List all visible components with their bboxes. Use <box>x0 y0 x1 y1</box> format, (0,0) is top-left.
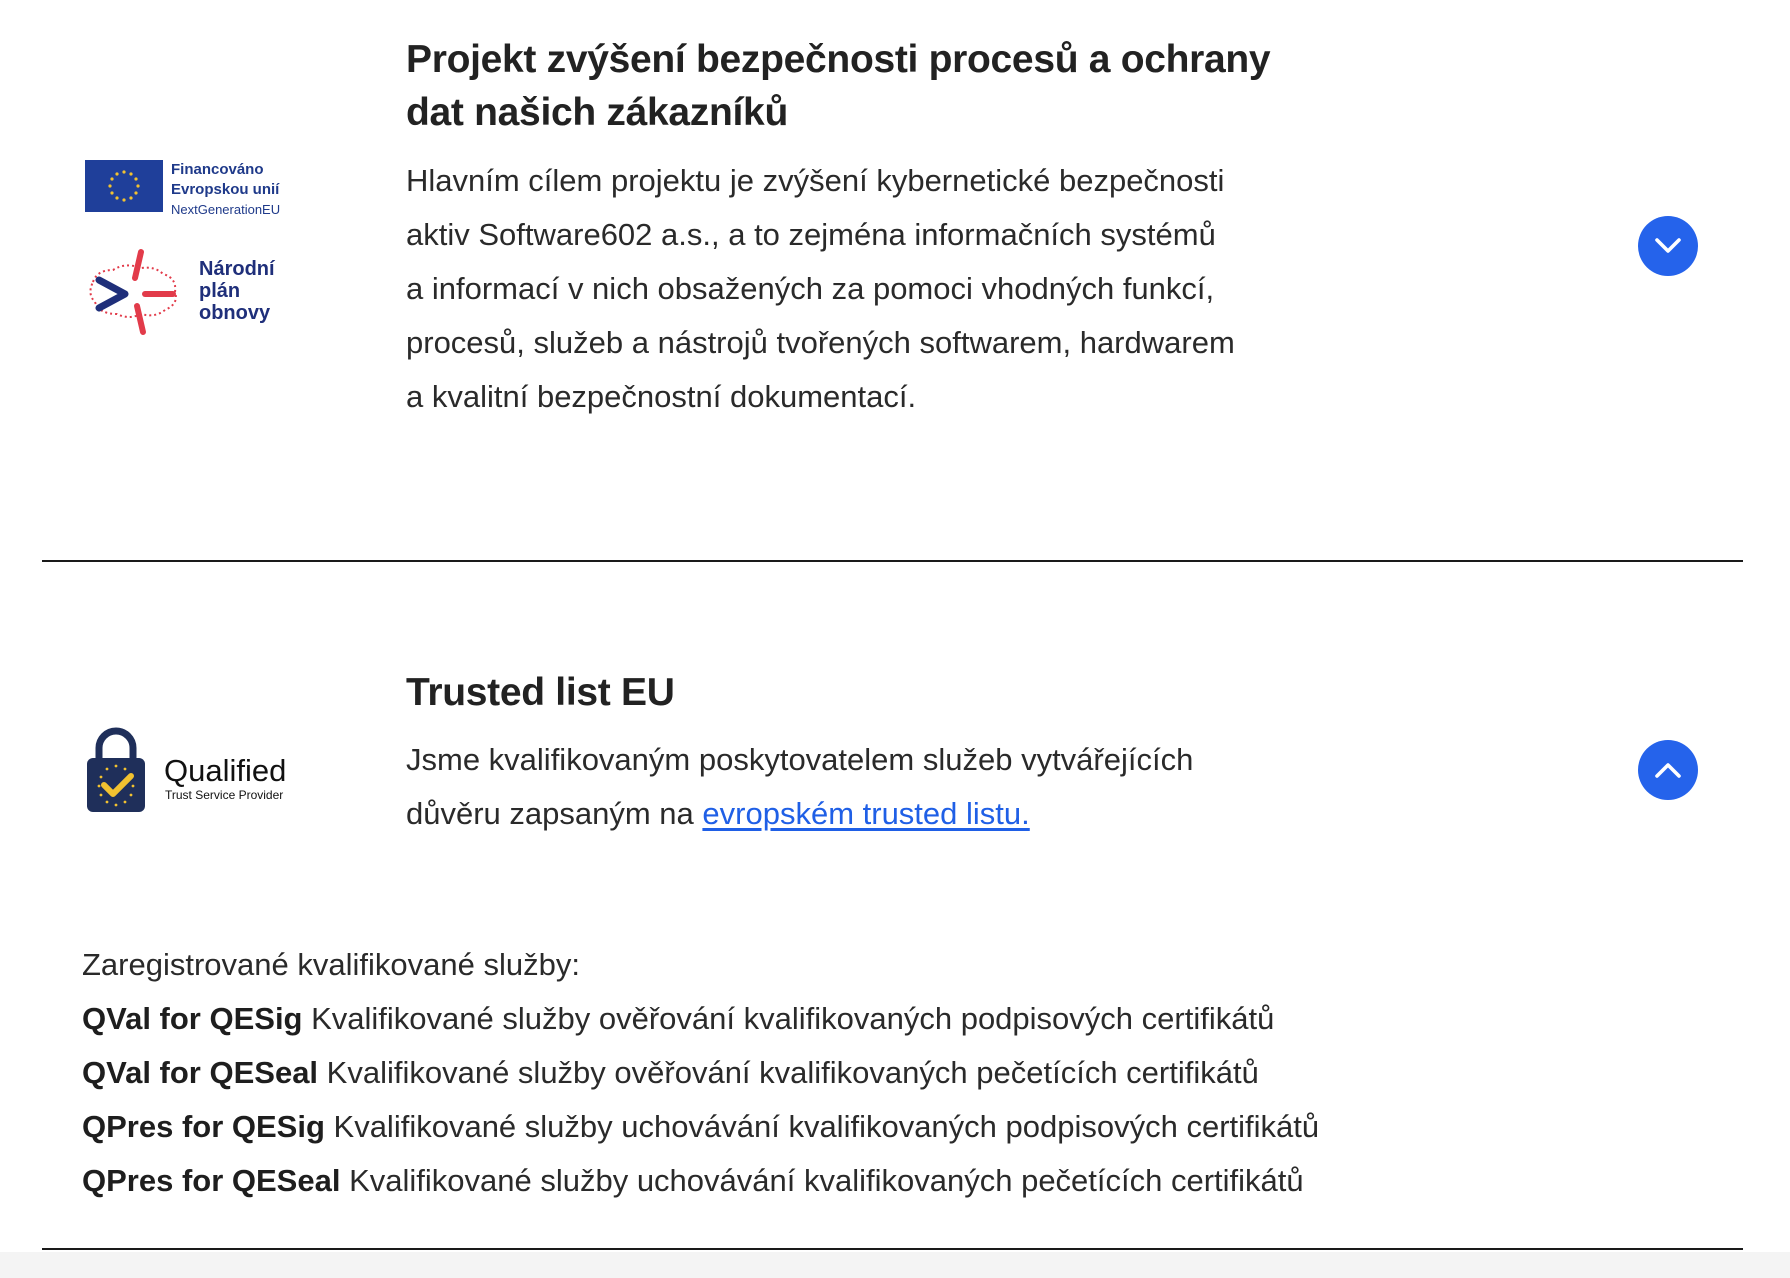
eu-logo-line3: NextGenerationEU <box>171 202 281 217</box>
service-code: QVal for QESeal <box>82 1055 319 1090</box>
trusted-list-content <box>406 666 1306 841</box>
npo-emblem-icon <box>85 248 183 336</box>
services-heading: Zaregistrované kvalifikované služby: <box>82 947 580 982</box>
chevron-up-icon <box>1654 761 1682 779</box>
service-code: QPres for QESig <box>82 1109 325 1144</box>
npo-logo-line3: obnovy <box>199 302 271 324</box>
npo-logo-text <box>199 258 275 324</box>
eu-logo-line2: Evropskou unií <box>171 181 280 198</box>
service-code: QPres for QESeal <box>82 1163 341 1198</box>
service-text: Kvalifikované služby uchovávání kvalifikovaných podpisových certifikátů <box>324 1109 1320 1144</box>
project-content <box>406 33 1306 424</box>
project-title <box>406 33 1306 139</box>
trusted-list-collapse-button[interactable] <box>1638 740 1698 800</box>
npo-logo-line1: Národní <box>199 258 275 280</box>
qualified-logo-main: Qualified <box>164 753 287 788</box>
eu-flag-icon <box>85 160 163 212</box>
service-item <box>82 1046 1582 1100</box>
trusted-desc-prefix: důvěru zapsaným na <box>406 796 703 831</box>
service-item <box>82 1100 1582 1154</box>
npo-logo-line2: plán <box>199 280 241 302</box>
trusted-list-title: Trusted list EU <box>406 671 675 714</box>
qualified-tsp-logo <box>85 726 305 816</box>
project-section <box>0 0 1790 560</box>
project-title-line1: Projekt zvýšení bezpečnosti procesů a ochrany <box>406 38 1271 81</box>
padlock-icon <box>85 726 147 814</box>
qualified-logo-sub: Trust Service Provider <box>165 788 284 802</box>
service-text: Kvalifikované služby uchovávání kvalifikovaných pečetících certifikátů <box>340 1163 1304 1198</box>
project-desc-line: aktiv Software602 a.s., a to zejména informačních systémů <box>406 217 1216 252</box>
page-footer-strip <box>0 1252 1790 1278</box>
project-expand-button[interactable] <box>1638 216 1698 276</box>
project-title-line2: dat našich zákazníků <box>406 91 788 134</box>
trusted-desc-line2 <box>406 787 1306 841</box>
eu-funding-logo <box>85 160 305 217</box>
project-description <box>406 154 1306 424</box>
service-item <box>82 1154 1582 1208</box>
services-list <box>82 938 1582 1208</box>
service-item <box>82 992 1582 1046</box>
trusted-list-link[interactable]: evropském trusted listu. <box>702 796 1030 831</box>
project-desc-line: a kvalitní bezpečnostní dokumentací. <box>406 379 917 414</box>
npo-logo <box>85 248 305 338</box>
service-code: QVal for QESig <box>82 1001 303 1036</box>
project-desc-line: Hlavním cílem projektu je zvýšení kybernetické bezpečnosti <box>406 163 1225 198</box>
section-divider <box>42 1248 1743 1250</box>
eu-logo-line1: Financováno <box>171 161 264 178</box>
qualified-logo-text <box>164 754 286 802</box>
project-desc-line: a informací v nich obsažených za pomoci vhodných funkcí, <box>406 271 1215 306</box>
eu-logo-text <box>171 160 280 220</box>
project-desc-line: procesů, služeb a nástrojů tvořených softwarem, hardwarem <box>406 325 1235 360</box>
chevron-down-icon <box>1654 237 1682 255</box>
service-text: Kvalifikované služby ověřování kvalifikovaných podpisových certifikátů <box>302 1001 1275 1036</box>
service-text: Kvalifikované služby ověřování kvalifikovaných pečetících certifikátů <box>318 1055 1259 1090</box>
trusted-list-description <box>406 733 1306 841</box>
trusted-desc-line1: Jsme kvalifikovaným poskytovatelem služeb vytvářejících <box>406 742 1194 777</box>
